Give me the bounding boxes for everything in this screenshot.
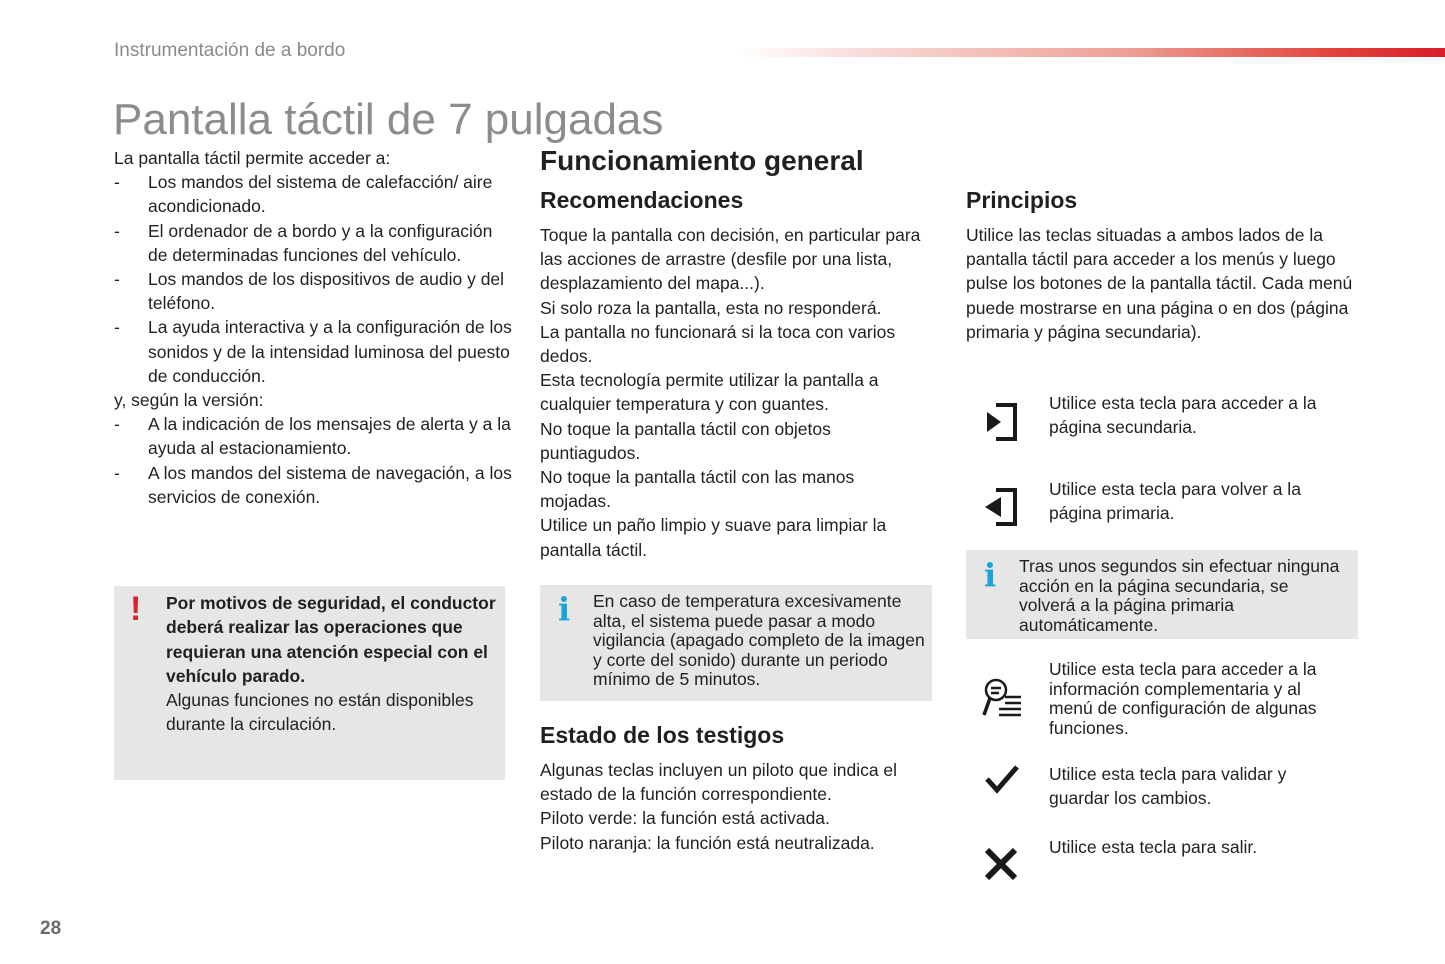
safety-warning-bold: Por motivos de seguridad, el conductor deberá realizar las operaciones que requieran una atención especial con el vehículo parado. [166,593,496,686]
list-item: - A los mandos del sistema de navegación, a los servicios de conexión. [114,461,514,509]
estado-text [540,758,935,855]
paragraph: La pantalla no funcionará si la toca con varios dedos. [540,321,896,367]
primary-page-icon [982,487,1020,532]
section-header-title: Instrumentación de a bordo [114,40,346,61]
secondary-page-key-text: Utilice esta tecla para acceder a la página secundaria. [1049,393,1317,438]
paragraph: Si solo roza la pantalla, esta no responderá. [540,297,882,318]
validate-key-text: Utilice esta tecla para validar y guardar los cambios. [1049,764,1287,809]
paragraph: Piloto verde: la función está activada. [540,808,830,829]
intro-lead: La pantalla táctil permite acceder a: [114,148,391,168]
temperature-note-text: En caso de temperatura excesivamente alta, el sistema puede pasar a modo vigilancia (apagado completo de la imagen y corte del sonido) durante un periodo mínimo de 5 minutos. [593,591,925,690]
principios-text: Utilice las teclas situadas a ambos lados de la pantalla táctil para acceder a los menús y luego pulse los botones de la pantalla táctil. Cada menú puede mostrarse en una página o en dos (página primaria y página secundaria). [966,225,1353,342]
exit-key-text: Utilice esta tecla para salir. [1049,837,1258,857]
cross-icon [983,846,1019,887]
funcionamiento-heading: Funcionamiento general [540,145,864,176]
principios-heading: Principios [966,187,1078,213]
options-key-text: Utilice esta tecla para acceder a la información complementaria y al menú de configuración de algunas funciones. [1049,659,1317,738]
paragraph: Esta tecnología permite utilizar la pantalla a cualquier temperatura y con guantes. [540,370,879,415]
list-item: - Los mandos del sistema de calefacción/ aire acondicionado. [114,170,514,218]
recomendaciones-text [540,223,930,562]
safety-warning-note: Algunas funciones no están disponibles durante la circulación. [166,690,474,735]
page-title: Pantalla táctil de 7 pulgadas [113,95,664,144]
intro-list [114,170,514,388]
estado-heading: Estado de los testigos [540,722,785,748]
options-menu-icon [982,677,1024,724]
paragraph: Toque la pantalla con decisión, en particular para las acciones de arrastre (desfile por una lista, desplazamiento del mapa...). [540,225,921,294]
list-item: - El ordenador de a bordo y a la configuración de determinadas funciones del vehículo. [114,219,514,267]
list-item: - La ayuda interactiva y a la configuración de los sonidos y de la intensidad luminosa del puesto de conducción. [114,315,514,388]
safety-warning-text [166,591,502,737]
paragraph: Utilice un paño limpio y suave para limpiar la pantalla táctil. [540,515,887,560]
checkmark-icon [985,764,1019,799]
version-list [114,412,514,509]
list-item: - A la indicación de los mensajes de alerta y a la ayuda al estacionamiento. [114,412,514,460]
info-icon: i [984,556,997,594]
tip-note-text: Tras unos segundos sin efectuar ninguna acción en la página secundaria, se volverá a la página primaria automáticamente. [1019,556,1340,635]
recomendaciones-heading: Recomendaciones [540,187,744,213]
intro-section [114,146,514,509]
paragraph: No toque la pantalla táctil con objetos puntiagudos. [540,418,831,463]
paragraph: No toque la pantalla táctil con las manos mojadas. [540,467,855,512]
warning-icon: ! [130,590,142,628]
header-accent-bar [735,48,1445,57]
version-lead: y, según la versión: [114,390,264,411]
paragraph: Algunas teclas incluyen un piloto que indica el estado de la función correspondiente. [540,760,898,805]
secondary-page-icon [982,402,1020,447]
primary-page-key-text: Utilice esta tecla para volver a la página primaria. [1049,479,1301,524]
info-icon: i [558,590,571,628]
list-item: - Los mandos de los dispositivos de audio y del teléfono. [114,267,514,315]
paragraph: Piloto naranja: la función está neutralizada. [540,832,875,853]
page-number: 28 [40,918,62,939]
